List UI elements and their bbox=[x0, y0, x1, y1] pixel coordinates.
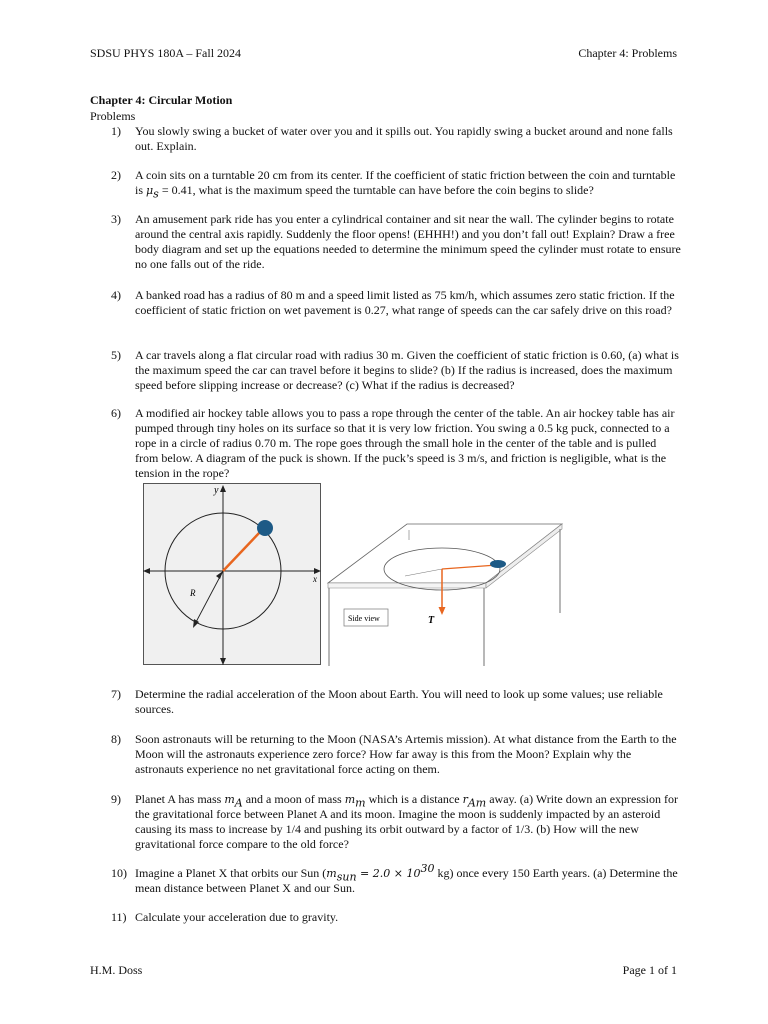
problem-4 bbox=[111, 288, 681, 318]
problem-9 bbox=[111, 792, 681, 852]
top-view-diagram bbox=[143, 483, 321, 665]
problem-10 bbox=[111, 862, 681, 896]
problem-number: 11) bbox=[111, 910, 127, 924]
footer-page: Page 1 of 1 bbox=[622, 963, 677, 977]
problem-text: Calculate your acceleration due to gravity. bbox=[135, 910, 339, 924]
problem-6 bbox=[111, 406, 681, 481]
problem-number: 9) bbox=[111, 792, 121, 806]
problem-number: 5) bbox=[111, 348, 121, 362]
problem-text: A banked road has a radius of 80 m and a speed limit listed as 75 km/h, which assumes zero static friction. If the coefficient of static friction on wet pavement is 0.27, what range of speeds can the car safely drive on this road? bbox=[135, 288, 675, 317]
x-axis-label: x bbox=[313, 574, 317, 584]
problem-text: You slowly swing a bucket of water over you and it spills out. You rapidly swing a bucket around and none falls out. Explain. bbox=[135, 124, 673, 153]
problem-number: 10) bbox=[111, 866, 127, 880]
problem-7 bbox=[111, 687, 681, 717]
problem-number: 1) bbox=[111, 124, 121, 138]
footer-author: H.M. Doss bbox=[90, 963, 143, 977]
tension-label: T⃗ bbox=[428, 615, 442, 626]
problem-text: Soon astronauts will be returning to the Moon (NASA’s Artemis mission). At what distance from the Earth to the Moon will the astronauts experience zero force? How far away is this from the Moon? Explain why the astronauts experience no net gravitational force acting on them. bbox=[135, 732, 677, 776]
problem-text: Imagine a Planet X that orbits our Sun ($m_{sun} = 2.0 \times 10^{30}$ kg) once every 150 Earth years. (a) Determine the mean distance between Planet X and our Sun. bbox=[135, 862, 678, 895]
problem-number: 6) bbox=[111, 406, 121, 420]
problem-text: A coin sits on a turntable 20 cm from its center. If the coefficient of static friction between the coin and turntable is $\mu_s = 0.41$, what is the maximum speed the turntable can have before the coin begins to slide? bbox=[135, 168, 676, 201]
problem-text: A car travels along a flat circular road with radius 30 m. Given the coefficient of static friction is 0.60, (a) what is the maximum speed the car can travel before it begins to slide? (b) If the radius is increased, does the maximum speed before slipping increase or decrease? (c) What if the radius is decreased? bbox=[135, 348, 679, 392]
problem-2 bbox=[111, 168, 681, 201]
problem-number: 7) bbox=[111, 687, 121, 701]
problem-3 bbox=[111, 212, 681, 272]
problem-1 bbox=[111, 124, 681, 154]
problem-number: 8) bbox=[111, 732, 121, 746]
page-title: Chapter 4: Circular Motion bbox=[90, 93, 233, 107]
problem-text: A modified air hockey table allows you to pass a rope through the center of the table. An air hockey table has air pumped through tiny holes on its surface so that it is very low friction. You swing a 0.5 kg puck, connected to a rope in a circle of radius 0.70 m. The rope goes through the small hole in the center of the table and is pulled from below. A diagram of the puck is shown. If the puck’s speed is 3 m/s, and friction is negligible, what is the tension in the rope? bbox=[135, 406, 675, 480]
problem-text: Determine the radial acceleration of the Moon about Earth. You will need to look up some values; use reliable sources. bbox=[135, 687, 663, 716]
puck bbox=[257, 520, 273, 536]
y-axis-label: y bbox=[214, 485, 219, 496]
header-chapter: Chapter 4: Problems bbox=[578, 46, 677, 60]
problem-text: Planet A has mass $m_A$ and a moon of mass $m_m$ which is a distance $r_{Am}$ away. (a) Write down an expression for the gravitational force between Planet A and its moon. Imagine the moon is suddenly impacted by an asteroid causing its mass to increase by 1/4 and pushing its orbit outward by a factor of 1/3. (b) How will the new gravitational force compare to the old force? bbox=[135, 792, 679, 851]
problem-8 bbox=[111, 732, 681, 777]
problem-number: 2) bbox=[111, 168, 121, 182]
radius-label: R bbox=[190, 588, 196, 598]
table-surface bbox=[144, 484, 321, 665]
mu-symbol: μ bbox=[146, 184, 154, 197]
problem-number: 4) bbox=[111, 288, 121, 302]
tension-arrow-head bbox=[439, 607, 446, 615]
section-label: Problems bbox=[90, 109, 136, 123]
side-view-label: Side view bbox=[348, 614, 380, 623]
side-view-diagram bbox=[325, 480, 565, 668]
problem-11 bbox=[111, 910, 681, 925]
puck bbox=[490, 560, 506, 568]
problem-5 bbox=[111, 348, 681, 393]
header-course: SDSU PHYS 180A – Fall 2024 bbox=[90, 46, 242, 60]
problem-text: An amusement park ride has you enter a cylindrical container and sit near the wall. The cylinder begins to rotate around the central axis rapidly. Suddenly the floor opens! (EHHH!) and you don’t fall out! Explain? Draw a free body diagram and set up the equations needed to determine the minimum speed the cylinder must rotate to ensure no one falls out of the ride. bbox=[135, 212, 681, 271]
problem-number: 3) bbox=[111, 212, 121, 226]
